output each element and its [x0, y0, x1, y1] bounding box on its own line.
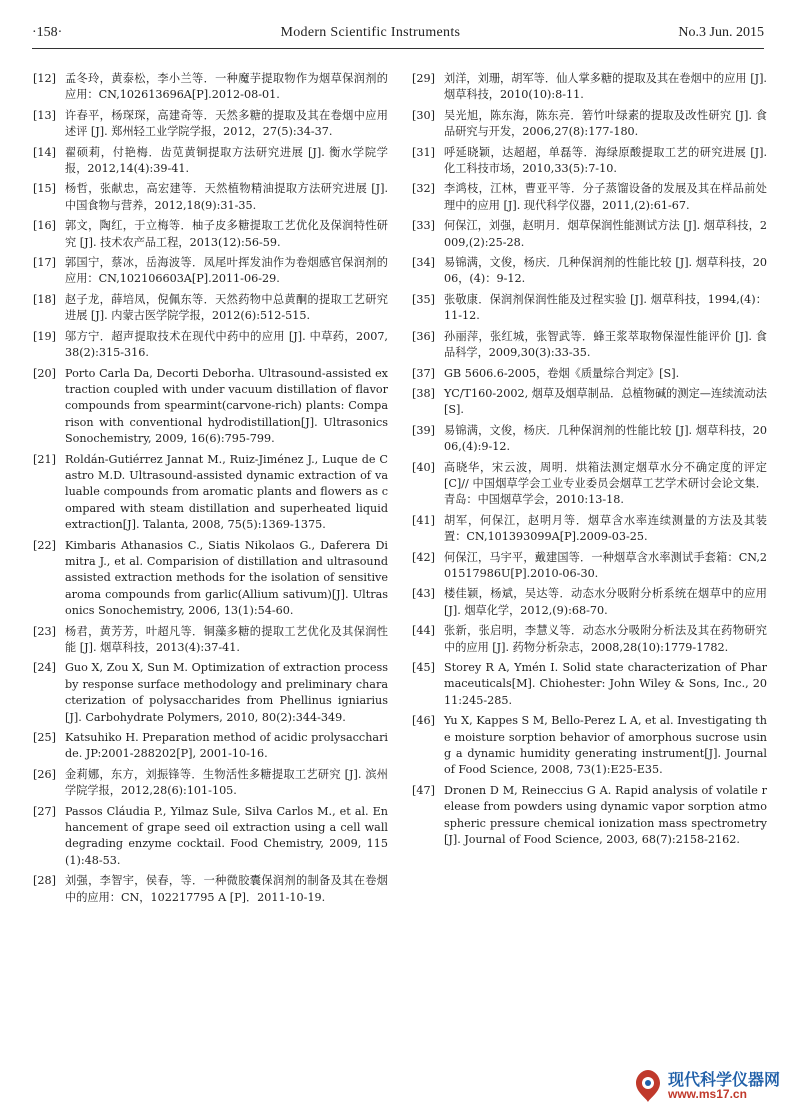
- reference-item: [33, 366, 388, 448]
- reference-text: 吴光旭，陈东海，陈东亮．箬竹叶绿素的提取及改性研究 [J]. 食品研究与开发，2006,27(8):177-180.: [444, 108, 767, 139]
- reference-text: 易锦满，文俊，杨庆．几种保润剂的性能比较 [J]. 烟草科技，2006，(4)：9-12.: [444, 256, 767, 286]
- reference-number: [39]: [412, 423, 435, 437]
- reference-number: [32]: [412, 182, 435, 196]
- reference-text: GB 5606.6-2005，卷烟《质量综合判定》[S].: [444, 366, 680, 380]
- reference-text: Katsuhiko H. Preparation method of acidic prolysaccharide. JP:2001-288202[P], 2001-10-16.: [65, 731, 388, 761]
- reference-text: 郭文，陶红，于立梅等．柚子皮多糖提取工艺优化及保润特性研究 [J]. 技术农产品工程，2013(12):56-59.: [65, 219, 388, 249]
- reference-item: [412, 386, 767, 419]
- reference-item: [412, 181, 767, 214]
- page-header: [32, 22, 764, 44]
- issue-info: No.3 Jun. 2015: [678, 25, 764, 40]
- reference-number: [19]: [33, 329, 56, 343]
- reference-text: 邬方宁．超声提取技术在现代中药中的应用 [J]. 中草药，2007, 38(2):315-316.: [65, 329, 388, 360]
- reference-number: [14]: [33, 145, 56, 159]
- page-number: ·158·: [32, 25, 63, 40]
- reference-text: 郭国宁，蔡冰，岳海波等．凤尾叶挥发油作为卷烟感官保润剂的应用：CN,102106603A[P].2011-06-29.: [65, 256, 388, 286]
- reference-item: [412, 623, 767, 656]
- reference-number: [40]: [412, 460, 435, 474]
- reference-number: [35]: [412, 292, 435, 306]
- reference-number: [16]: [33, 219, 56, 233]
- reference-item: [412, 550, 767, 583]
- reference-item: [412, 218, 767, 251]
- reference-text: 胡军，何保江，赵明月等．烟草含水率连续测量的方法及其装置：CN,101393099A[P].2009-03-25.: [444, 513, 767, 544]
- reference-item: [412, 783, 767, 849]
- reference-number: [46]: [412, 714, 435, 728]
- reference-number: [42]: [412, 550, 435, 564]
- reference-text: 孟冬玲，黄泰松，李小兰等．一种魔芋提取物作为烟草保润剂的应用：CN,102613696A[P].2012-08-01.: [65, 72, 388, 102]
- reference-item: [33, 181, 388, 214]
- reference-item: [33, 624, 388, 657]
- reference-number: [12]: [33, 72, 56, 85]
- reference-text: 许春平，杨琛琛，高建奇等．天然多糖的提取及其在卷烟中应用述评 [J]. 郑州轻工业学院学报，2012，27(5):34-37.: [65, 108, 388, 139]
- reference-number: [41]: [412, 513, 435, 527]
- reference-item: [33, 329, 388, 362]
- reference-text: Porto Carla Da, Decorti Deborha. Ultrasound-assisted extraction coupled with under vacuum distillation of flavor compounds from spearmint(carvone-rich) plants: Comparison with conventional hydrodistillation[J]. Ultrasonics Sonochemistry, 2009, 16(6):795-799.: [65, 366, 388, 446]
- reference-item: [412, 513, 767, 546]
- reference-number: [25]: [33, 731, 56, 745]
- reference-text: 易锦满，文俊，杨庆．几种保润剂的性能比较 [J]. 烟草科技，2006,(4):9-12.: [444, 423, 767, 454]
- reference-item: [33, 108, 388, 141]
- references-column-left: [33, 71, 388, 910]
- reference-text: 李鸿枝，江林，曹亚平等．分子蒸馏设备的发展及其在样品前处理中的应用 [J]. 现代科学仪器，2011,(2):61-67.: [444, 182, 767, 212]
- reference-item: [33, 452, 388, 534]
- reference-number: [30]: [412, 108, 435, 122]
- reference-number: [18]: [33, 292, 56, 306]
- reference-number: [17]: [33, 256, 56, 270]
- watermark-url: www.ms17.cn: [668, 1087, 747, 1102]
- reference-item: [412, 329, 767, 362]
- reference-text: 杨君，黄芳芳，叶超凡等．铜藻多糖的提取工艺优化及其保润性能 [J]. 烟草科技，2013(4):37-41.: [65, 624, 388, 654]
- reference-number: [29]: [412, 72, 435, 85]
- reference-number: [43]: [412, 587, 435, 601]
- reference-number: [20]: [33, 366, 56, 380]
- reference-number: [31]: [412, 145, 435, 159]
- reference-item: [412, 71, 767, 104]
- reference-text: 张新，张启明，李慧义等．动态水分吸附分析法及其在药物研究中的应用 [J]. 药物分析杂志，2008,28(10):1779-1782.: [444, 624, 767, 654]
- reference-text: 金莉娜，东方，刘振锋等．生物活性多糖提取工艺研究 [J]. 滨州学院学报，2012,28(6):101-105.: [65, 767, 388, 798]
- reference-number: [34]: [412, 256, 435, 270]
- reference-number: [23]: [33, 624, 56, 638]
- reference-number: [15]: [33, 182, 56, 196]
- reference-number: [28]: [33, 874, 56, 888]
- reference-text: Roldán-Gutiérrez Jannat M., Ruiz-Jiménez J., Luque de Castro M.D. Ultrasound-assisted dynamic extraction of valuable compounds from aromatic plants and flowers as compared with steam distillation and superheated liquid extraction[J]. Talanta, 2008, 75(5):1369-1375.: [65, 452, 388, 532]
- reference-item: [33, 292, 388, 325]
- reference-text: Kimbaris Athanasios C., Siatis Nikolaos G., Daferera Dimitra J., et al. Comparision of distillation and ultrasound assisted extraction methods for the isolation of sensitive aroma compounds from garlic(Allium sativum)[J]. Ultrasonics Sonochemistry, 2006, 13(1):54-60.: [65, 538, 388, 618]
- reference-text: Guo X, Zou X, Sun M. Optimization of extraction process by response surface methodology and preliminary characterization of polysaccharides from Phellinus igniarius[J]. Carbohydrate Polymers, 2010, 80(2):344-349.: [65, 661, 388, 724]
- reference-text: 何保江，马宇平，戴建国等．一种烟草含水率测试手套箱：CN,201517986U[P].2010-06-30.: [444, 550, 767, 580]
- reference-item: [33, 218, 388, 251]
- reference-number: [44]: [412, 624, 435, 638]
- reference-item: [33, 730, 388, 763]
- reference-number: [22]: [33, 538, 56, 552]
- instrument-logo-icon: [632, 1068, 664, 1104]
- reference-number: [24]: [33, 661, 56, 675]
- reference-number: [21]: [33, 452, 56, 466]
- reference-number: [37]: [412, 366, 435, 380]
- reference-item: [412, 423, 767, 456]
- reference-item: [412, 713, 767, 779]
- reference-item: [412, 460, 767, 509]
- reference-item: [33, 767, 388, 800]
- reference-text: 刘洋，刘珊，胡军等．仙人掌多糖的提取及其在卷烟中的应用 [J]. 烟草科技，2010(10):8-11.: [444, 72, 767, 102]
- reference-number: [45]: [412, 661, 435, 674]
- reference-item: [33, 660, 388, 726]
- reference-item: [33, 873, 388, 906]
- reference-text: 孙丽萍，张红城，张智武等．蜂王浆萃取物保湿性能评价 [J]. 食品科学，2009,30(3):33-35.: [444, 329, 767, 360]
- reference-text: 呼延晓颖，达超超，单磊等．海绿原酸提取工艺的研究进展 [J]. 化工科技市场，2010,33(5):7-10.: [444, 145, 767, 176]
- reference-number: [13]: [33, 108, 56, 122]
- reference-number: [26]: [33, 767, 56, 781]
- reference-number: [33]: [412, 219, 435, 233]
- reference-text: Yu X, Kappes S M, Bello-Perez L A, et al. Investigating the moisture sorption behavior of amorphous sucrose using a dynamic humidity generating instrument[J]. Journal of Food Science, 2008, 73(1):E25-E35.: [444, 714, 768, 777]
- reference-number: [47]: [412, 783, 435, 797]
- reference-text: 翟硕莉，付艳梅．齿苋黄铜提取方法研究进展 [J]. 衡水学院学报，2012,14(4):39-41.: [65, 145, 388, 176]
- watermark-site-name: 现代科学仪器网: [668, 1069, 781, 1089]
- reference-item: [412, 366, 767, 382]
- references-column-right: [412, 71, 767, 852]
- reference-item: [33, 255, 388, 288]
- reference-item: [33, 804, 388, 870]
- reference-item: [33, 71, 388, 104]
- reference-item: [412, 145, 767, 178]
- reference-number: [27]: [33, 804, 56, 818]
- reference-text: 刘强，李智宇，侯春，等．一种微胶囊保润剂的制备及其在卷烟中的应用：CN，102217795 A [P]．2011-10-19.: [65, 874, 388, 904]
- reference-item: [412, 108, 767, 141]
- reference-text: 高晓华，宋云波，周明．烘箱法测定烟草水分不确定度的评定 [C]// 中国烟草学会工业专业委员会烟草工艺学术研讨会论文集．青岛：中国烟草学会，2010:13-18.: [444, 460, 767, 507]
- reference-text: YC/T160-2002, 烟草及烟草制品．总植物碱的测定—连续流动法 [S].: [444, 386, 767, 417]
- reference-text: 杨哲，张献忠，高宏建等．天然植物精油提取方法研究进展 [J]. 中国食物与营养，2012,18(9):31-35.: [65, 182, 388, 212]
- reference-text: Storey R A, Ymén I. Solid state characterization of Pharmaceuticals[M]. Chiohester: John Wiley & Sons, Inc., 2011:245-285.: [444, 661, 767, 707]
- reference-item: [33, 145, 388, 178]
- reference-item: [412, 660, 767, 709]
- reference-text: Dronen D M, Reineccius G A. Rapid analysis of volatile release from powders using dynamic vapor sorption atmospheric pressure chemical ionization mass spectrometry[J]. Journal of Food Science, 2003, 68(7):2158-2162.: [444, 783, 767, 847]
- reference-item: [412, 292, 767, 325]
- reference-text: 赵子龙，薛培凤，倪佩东等．天然药物中总黄酮的提取工艺研究进展 [J]. 内蒙古医学院学报，2012(6):512-515.: [65, 292, 388, 323]
- reference-item: [412, 586, 767, 619]
- reference-text: 何保江，刘强，赵明月．烟草保润性能测试方法 [J]. 烟草科技，2009,(2):25-28.: [444, 219, 767, 249]
- watermark-logo: [632, 1065, 800, 1107]
- reference-text: 楼佳颖，杨斌，吴达等．动态水分吸附分析系统在烟草中的应用 [J]. 烟草化学，2012,(9):68-70.: [444, 587, 767, 617]
- reference-item: [412, 255, 767, 288]
- reference-number: [38]: [412, 386, 435, 400]
- journal-title: Modern Scientific Instruments: [280, 25, 461, 40]
- reference-text: Passos Cláudia P., Yilmaz Sule, Silva Carlos M., et al. Enhancement of grape seed oil extraction using a cell wall degrading enzyme cocktail. Food Chemistry, 2009, 115(1):48-53.: [65, 804, 388, 867]
- header-rule: [32, 48, 764, 49]
- reference-number: [36]: [412, 329, 435, 343]
- reference-item: [33, 538, 388, 620]
- reference-text: 张敬康．保润剂保润性能及过程实验 [J]. 烟草科技，1994,(4)：11-12.: [444, 292, 767, 323]
